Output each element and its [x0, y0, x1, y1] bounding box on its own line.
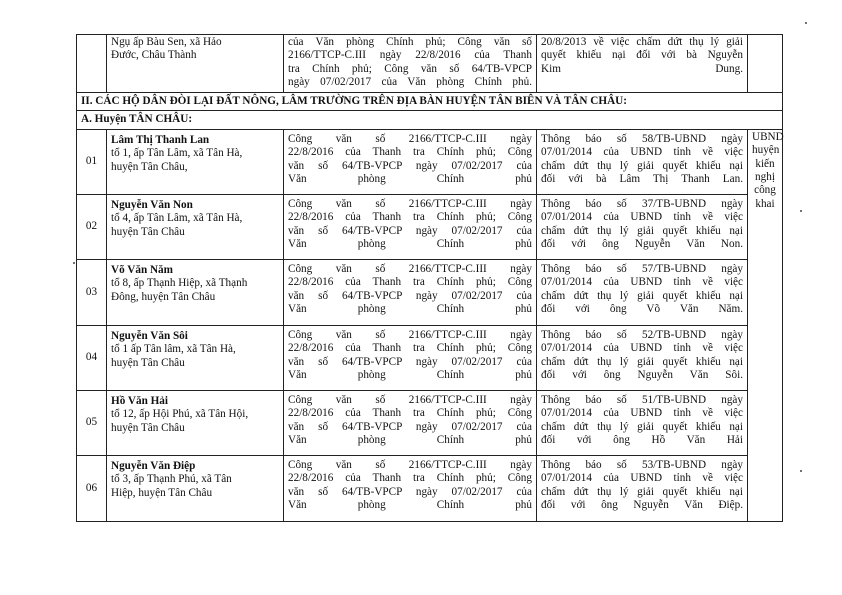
notice-line: đối với bà Lâm Thị Thanh Lan.: [541, 173, 743, 186]
scan-speck: [800, 470, 802, 472]
document-line: Công văn số 2166/TTCP-C.III ngày: [288, 458, 532, 471]
notice-line: chấm dứt thụ lý giải quyết khiếu nại: [541, 289, 743, 302]
address-line: tổ 1, ấp Tân Lâm, xã Tân Hà,: [111, 147, 243, 160]
note-cell: [748, 35, 783, 93]
subsection-heading-row: [77, 111, 783, 129]
document-line: văn số 64/TB-VPCP ngày 07/02/2017 của: [288, 289, 532, 302]
table-row: [77, 390, 783, 455]
row-number: 03: [77, 259, 107, 325]
section-heading-row: [77, 93, 783, 111]
address-line: tổ 8, ấp Thạnh Hiệp, xã Thạnh: [111, 277, 248, 290]
notice-line: 07/01/2014 của UBND tỉnh về việc: [541, 276, 743, 289]
notice-line: đối với ông Nguyễn Văn Điệp.: [541, 499, 743, 512]
notice-cell: [537, 259, 748, 325]
note-line: kiến: [755, 157, 775, 170]
notice-line: quyết khiếu nại đối với bà Nguyễn: [541, 49, 743, 62]
address-line: huyện Tân Châu,: [111, 160, 188, 173]
notice-line: Thông báo số 53/TB-UBND ngày: [541, 458, 743, 471]
notice-line: Thông báo số 37/TB-UBND ngày: [541, 197, 743, 210]
address-line: huyện Tân Châu: [111, 356, 185, 369]
scan-speck: [805, 22, 807, 24]
table-row: [77, 455, 783, 521]
document-line: Văn phòng Chính phủ: [288, 303, 532, 316]
document-line: của Văn phòng Chính phủ; Công văn số: [288, 36, 532, 48]
document-line: văn số 64/TB-VPCP ngày 07/02/2017 của: [288, 159, 532, 172]
address-line: tổ 3, ấp Thạnh Phú, xã Tân: [111, 473, 232, 486]
notice-line: đối với ông Nguyễn Văn Non.: [541, 238, 743, 251]
address-line: huyện Tân Châu: [111, 225, 185, 238]
address-line: tổ 4, ấp Tân Lâm, xã Tân Hà,: [111, 212, 243, 225]
document-line: 22/8/2016 của Thanh tra Chính phủ; Công: [288, 276, 532, 289]
address-line: Đông, huyện Tân Châu: [111, 290, 216, 303]
notice-line: Kim Dung.: [541, 62, 743, 75]
notice-line: 07/01/2014 của UBND tỉnh về việc: [541, 342, 743, 355]
note-line: nghị: [755, 171, 775, 184]
notice-cell: [537, 129, 748, 194]
note-line: huyện: [752, 144, 780, 157]
notice-line: chấm dứt thụ lý giải quyết khiếu nại: [541, 355, 743, 368]
address-line: tổ 1 ấp Tân lâm, xã Tân Hà,: [111, 343, 236, 356]
document-cell: [284, 129, 537, 194]
table-row: [77, 194, 783, 259]
notice-line: chấm dứt thụ lý giải quyết khiếu nại: [541, 420, 743, 433]
document-line: Công văn số 2166/TTCP-C.III ngày: [288, 197, 532, 210]
notice-line: chấm dứt thụ lý giải quyết khiếu nại: [541, 224, 743, 237]
address-line: huyện Tân Châu: [111, 421, 185, 434]
row-number: 05: [77, 390, 107, 455]
row-number: 04: [77, 325, 107, 390]
document-line: Công văn số 2166/TTCP-C.III ngày: [288, 328, 532, 341]
note-line: UBND: [752, 130, 784, 143]
notice-cell: [537, 325, 748, 390]
stt-cell: [77, 35, 107, 93]
document-line: 22/8/2016 của Thanh tra Chính phủ; Công: [288, 146, 532, 159]
notice-cell: [537, 455, 748, 521]
document-line: 2166/TTCP-C.III ngày 22/8/2016 của Thanh: [288, 49, 532, 62]
document-line: 22/8/2016 của Thanh tra Chính phủ; Công: [288, 342, 532, 355]
address-line: Hiệp, huyện Tân Châu: [111, 486, 213, 499]
document-cell: [284, 35, 537, 93]
notice-cell: [537, 194, 748, 259]
notice-cell: [537, 390, 748, 455]
document-cell: [284, 259, 537, 325]
document-line: Công văn số 2166/TTCP-C.III ngày: [288, 262, 532, 275]
document-line: Văn phòng Chính phủ: [288, 499, 532, 512]
notice-line: đối với ông Hồ Văn Hải: [541, 434, 743, 447]
subsection-heading: A. Huyện TÂN CHÂU:: [77, 111, 783, 129]
document-line: văn số 64/TB-VPCP ngày 07/02/2017 của: [288, 355, 532, 368]
document-line: Văn phòng Chính phủ: [288, 369, 532, 382]
table-row: [77, 259, 783, 325]
name-cell: [107, 35, 284, 93]
notice-line: 07/01/2014 của UBND tỉnh về việc: [541, 407, 743, 420]
document-cell: [284, 455, 537, 521]
note-cell: [748, 129, 783, 521]
person-name: Hồ Văn Hải: [111, 394, 168, 407]
document-line: văn số 64/TB-VPCP ngày 07/02/2017 của: [288, 420, 532, 433]
table-body: [77, 35, 783, 522]
table-row: [77, 129, 783, 194]
document-line: 22/8/2016 của Thanh tra Chính phủ; Công: [288, 407, 532, 420]
document-line: 22/8/2016 của Thanh tra Chính phủ; Công: [288, 211, 532, 224]
document-line: Văn phòng Chính phủ: [288, 173, 532, 186]
person-name: Nguyễn Văn Sôi: [111, 329, 188, 342]
row-number: 02: [77, 194, 107, 259]
person-name: Lâm Thị Thanh Lan: [111, 133, 210, 146]
document-line: Văn phòng Chính phủ: [288, 434, 532, 447]
note-line: công: [754, 184, 776, 197]
address-line: tổ 12, ấp Hội Phú, xã Tân Hội,: [111, 408, 249, 421]
notice-line: 07/01/2014 của UBND tỉnh về việc: [541, 146, 743, 159]
notice-line: 07/01/2014 của UBND tỉnh về việc: [541, 211, 743, 224]
table-row: [77, 325, 783, 390]
name-cell: [107, 129, 284, 194]
notice-line: Thông báo số 57/TB-UBND ngày: [541, 262, 743, 275]
document-cell: [284, 194, 537, 259]
name-cell: [107, 259, 284, 325]
notice-line: chấm dứt thụ lý giải quyết khiếu nại: [541, 485, 743, 498]
document-table: [76, 34, 783, 522]
section-heading: II. CÁC HỘ DÂN ĐÒI LẠI ĐẤT NÔNG, LÂM TRƯỜNG TRÊN ĐỊA BÀN HUYỆN TÂN BIÊN VÀ TÂN CHÂU:: [77, 93, 783, 111]
address-line: Ngụ ấp Bàu Sen, xã Hảo: [111, 36, 222, 48]
name-cell: [107, 390, 284, 455]
notice-line: Thông báo số 52/TB-UBND ngày: [541, 328, 743, 341]
document-line: Văn phòng Chính phủ: [288, 238, 532, 251]
document-line: tra Chính phủ; Công văn số 64/TB-VPCP: [288, 62, 532, 75]
notice-line: 20/8/2013 về việc chấm dứt thụ lý giải: [541, 36, 743, 48]
address-line: Đước, Châu Thành: [111, 49, 197, 62]
row-number: 06: [77, 455, 107, 521]
document-line: văn số 64/TB-VPCP ngày 07/02/2017 của: [288, 224, 532, 237]
row-number: 01: [77, 129, 107, 194]
notice-line: chấm dứt thụ lý giải quyết khiếu nại: [541, 159, 743, 172]
table-row-continued: [77, 35, 783, 93]
name-cell: [107, 455, 284, 521]
scan-speck: [800, 210, 802, 212]
notice-line: đối với ông Nguyễn Văn Sôi.: [541, 369, 743, 382]
document-cell: [284, 325, 537, 390]
note-line: khai: [755, 197, 775, 210]
document-line: ngày 07/02/2017 của Văn phòng Chính phủ.: [288, 76, 532, 89]
notice-line: 07/01/2014 của UBND tỉnh về việc: [541, 472, 743, 485]
document-line: văn số 64/TB-VPCP ngày 07/02/2017 của: [288, 485, 532, 498]
document-line: Công văn số 2166/TTCP-C.III ngày: [288, 132, 532, 145]
notice-line: Thông báo số 58/TB-UBND ngày: [541, 132, 743, 145]
notice-line: đối với ông Võ Văn Năm.: [541, 303, 743, 316]
document-cell: [284, 390, 537, 455]
scan-speck: [73, 262, 75, 264]
document-line: Công văn số 2166/TTCP-C.III ngày: [288, 393, 532, 406]
name-cell: [107, 194, 284, 259]
notice-cell: [537, 35, 748, 93]
person-name: Nguyễn Văn Non: [111, 198, 193, 211]
document-line: 22/8/2016 của Thanh tra Chính phủ; Công: [288, 472, 532, 485]
notice-line: Thông báo số 51/TB-UBND ngày: [541, 393, 743, 406]
name-cell: [107, 325, 284, 390]
person-name: Nguyễn Văn Điệp: [111, 459, 196, 472]
person-name: Võ Văn Năm: [111, 263, 173, 276]
